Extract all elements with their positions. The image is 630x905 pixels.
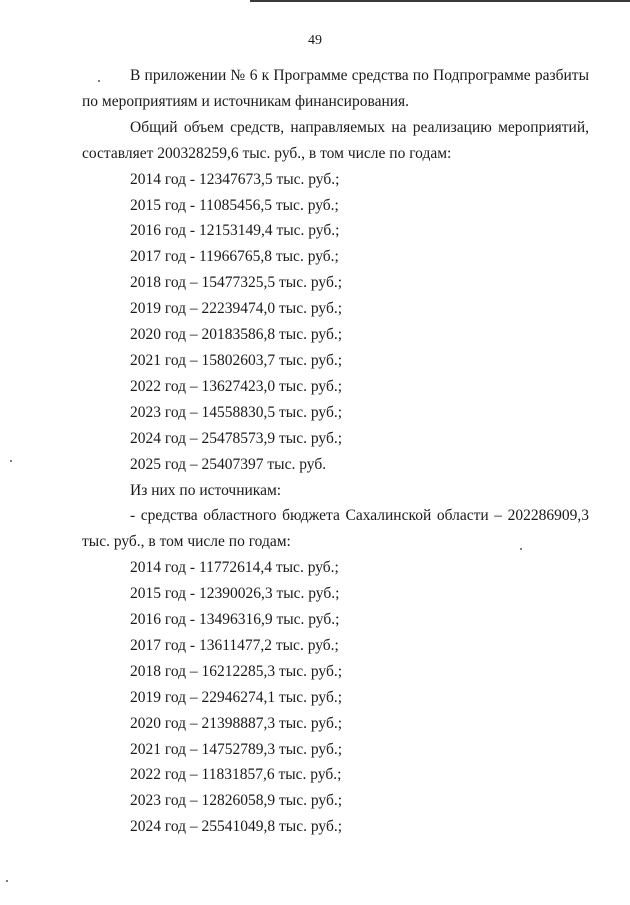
regional-year-line: 2017 год - 13611477,2 тыс. руб.; <box>130 636 339 654</box>
regional-by-year-list <box>82 555 589 840</box>
sources-heading: Из них по источникам: <box>130 481 282 499</box>
regional-year-line: 2022 год – 11831857,6 тыс. руб.; <box>130 766 342 784</box>
scan-speck <box>98 80 100 82</box>
total-year-line: 2018 год – 15477325,5 тыс. руб.; <box>130 274 343 292</box>
regional-year-line: 2021 год – 14752789,3 тыс. руб.; <box>130 740 343 758</box>
regional-year-line: 2023 год – 12826058,9 тыс. руб.; <box>130 792 343 810</box>
regional-year-line: 2014 год - 11772614,4 тыс. руб.; <box>130 559 339 577</box>
total-year-line: 2024 год – 25478573,9 тыс. руб.; <box>130 429 343 447</box>
regional-year-line: 2015 год - 12390026,3 тыс. руб.; <box>130 585 340 603</box>
total-year-line: 2021 год – 15802603,7 тыс. руб.; <box>130 351 343 369</box>
regional-budget-paragraph: - средства областного бюджета Сахалинской области – 202286909,3 тыс. руб., в том числе по годам: <box>82 507 589 551</box>
regional-year-line: 2020 год – 21398887,3 тыс. руб.; <box>130 714 343 732</box>
total-year-line: 2023 год – 14558830,5 тыс. руб.; <box>130 403 343 421</box>
scan-edge-line <box>250 0 630 2</box>
total-year-line: 2016 год - 12153149,4 тыс. руб.; <box>130 222 340 240</box>
scan-speck <box>10 460 12 462</box>
scan-speck <box>520 548 522 550</box>
scan-speck <box>6 880 8 882</box>
total-year-line: 2017 год - 11966765,8 тыс. руб.; <box>130 248 339 266</box>
page-number: 49 <box>308 33 322 48</box>
total-year-line: 2019 год – 22239474,0 тыс. руб.; <box>130 300 343 318</box>
total-year-line: 2020 год – 20183586,8 тыс. руб.; <box>130 326 343 344</box>
total-by-year-list <box>82 167 589 478</box>
total-paragraph: Общий объем средств, направляемых на реализацию мероприятий, составляет 200328259,6 тыс. руб., в том числе по годам: <box>82 118 589 162</box>
intro-paragraph: В приложении № 6 к Программе средства по Подпрограмме разбиты по мероприятиям и источникам финансирования. <box>82 67 589 110</box>
total-year-line: 2014 год - 12347673,5 тыс. руб.; <box>130 170 340 188</box>
document-body <box>82 63 589 840</box>
total-year-line: 2022 год – 13627423,0 тыс. руб.; <box>130 377 343 395</box>
total-year-line: 2015 год - 11085456,5 тыс. руб.; <box>130 196 339 214</box>
regional-year-line: 2016 год - 13496316,9 тыс. руб.; <box>130 611 340 629</box>
regional-year-line: 2019 год – 22946274,1 тыс. руб.; <box>130 688 343 706</box>
regional-year-line: 2018 год – 16212285,3 тыс. руб.; <box>130 662 343 680</box>
total-year-line: 2025 год – 25407397 тыс. руб. <box>130 455 327 473</box>
regional-year-line: 2024 год – 25541049,8 тыс. руб.; <box>130 818 343 836</box>
